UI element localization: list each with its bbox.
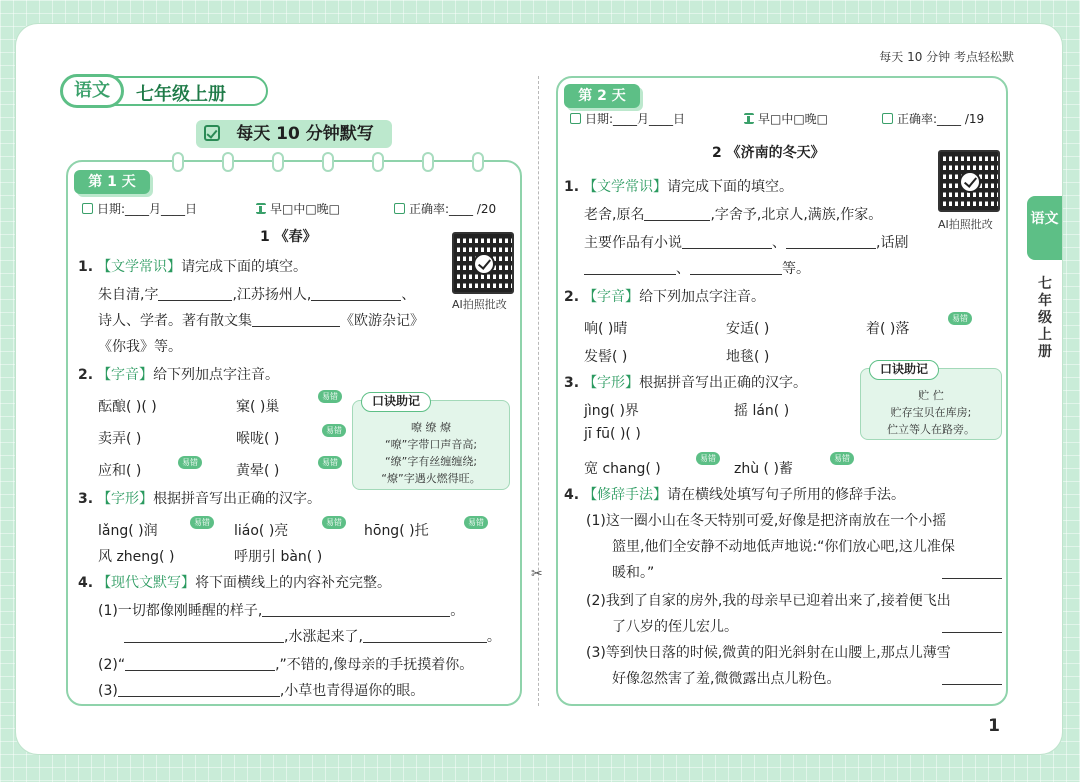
cut-divider — [538, 76, 539, 706]
q4-line-1: (1)一切都像刚睡醒的样子, 。 — [98, 603, 465, 619]
mnemonic-title: 口诀助记 — [361, 392, 431, 412]
q3-item[interactable]: zhù ( )蓄 — [734, 461, 793, 477]
q3-item[interactable]: jìng( )界 — [584, 403, 639, 419]
easy-mistake-badge: 易错 — [322, 516, 346, 529]
question-4: 4. 【修辞手法】请在横线处填写句子所用的修辞手法。 — [564, 487, 906, 503]
answer-blank[interactable] — [158, 287, 232, 301]
hourglass-icon — [744, 113, 754, 124]
ring-icon — [322, 152, 334, 172]
question-1: 1. 【文学常识】请完成下面的填空。 — [564, 179, 794, 195]
answer-blank[interactable] — [252, 313, 340, 327]
mnemonic-box: 口诀助记 嘹 缭 燎 “嘹”字带口声音高; “缭”字有丝缠缠绕; “燎”字遇火燃得旺。 — [352, 400, 510, 490]
answer-blank[interactable] — [124, 629, 284, 643]
subject-name: 语文 — [60, 74, 124, 108]
pen-check-icon — [204, 125, 220, 141]
checkmark-icon — [959, 171, 981, 193]
lesson-title: 2 《济南的冬天》 — [712, 145, 825, 161]
date-field[interactable]: 日期:____月____日 — [82, 200, 197, 217]
answer-blank[interactable] — [942, 578, 1002, 579]
page-number: 1 — [988, 716, 1000, 736]
side-grade-label: 七年级上册 — [1038, 276, 1052, 360]
q3-item[interactable]: jī fū( )( ) — [584, 426, 641, 442]
q1-line-3: 《你我》等。 — [98, 339, 182, 355]
question-2: 2. 【字音】给下列加点字注音。 — [78, 367, 280, 383]
q2-item[interactable]: 地毯( ) — [726, 349, 770, 365]
q2-item[interactable]: 发髻( ) — [584, 349, 628, 365]
q1-line-2: 诗人、学者。著有散文集 《欧游杂记》 — [98, 313, 424, 329]
check-sheet-icon — [394, 203, 405, 214]
easy-mistake-badge: 易错 — [318, 390, 342, 403]
q4-para-2: 了八岁的侄儿宏儿。 — [612, 619, 738, 635]
grade-title: 七年级上册 — [136, 84, 226, 105]
answer-blank[interactable] — [311, 287, 401, 301]
question-2: 2. 【字音】给下列加点字注音。 — [564, 289, 766, 305]
running-head: 每天 10 分钟 考点轻松默 — [879, 50, 1014, 64]
ring-icon — [272, 152, 284, 172]
side-subject-tab: 语文 — [1027, 196, 1062, 260]
answer-blank[interactable] — [942, 684, 1002, 685]
easy-mistake-badge: 易错 — [830, 452, 854, 465]
question-3: 3. 【字形】根据拼音写出正确的汉字。 — [564, 375, 808, 391]
q2-item[interactable]: 卖弄( ) — [98, 431, 142, 447]
q1-line-1: 朱自清,字 ,江苏扬州人, 、 — [98, 287, 416, 303]
answer-blank[interactable] — [644, 207, 710, 221]
easy-mistake-badge: 易错 — [696, 452, 720, 465]
q4-line-4: (3) ,小草也青得逼你的眼。 — [98, 683, 425, 699]
date-field[interactable]: 日期:____月____日 — [570, 110, 685, 127]
check-sheet-icon — [882, 113, 893, 124]
easy-mistake-badge: 易错 — [178, 456, 202, 469]
day-badge: 第 1 天 — [74, 170, 150, 194]
q2-item[interactable]: 窠( )巢 — [236, 399, 280, 415]
answer-blank[interactable] — [584, 261, 676, 275]
day2-panel — [556, 76, 1008, 706]
q2-item[interactable]: 安适( ) — [726, 321, 770, 337]
time-field[interactable]: 早□中□晚□ — [256, 200, 340, 217]
qr-code-icon[interactable] — [452, 232, 514, 294]
calendar-icon — [82, 203, 93, 214]
q3-item[interactable]: 风 zheng( ) — [98, 549, 175, 565]
q2-item[interactable]: 黄晕( ) — [236, 463, 280, 479]
time-field[interactable]: 早□中□晚□ — [744, 110, 828, 127]
answer-blank[interactable] — [363, 629, 487, 643]
q4-para-1: 篮里,他们全安静不动地低声地说:“你们放心吧,这儿准保 — [612, 539, 955, 555]
q4-line-3: (2)“ ,”不错的,像母亲的手抚摸着你。 — [98, 657, 474, 673]
q1-line-1: 老舍,原名 ,字舍予,北京人,满族,作家。 — [584, 207, 883, 223]
answer-blank[interactable] — [786, 235, 876, 249]
qr-code-icon[interactable] — [938, 150, 1000, 212]
q1-line-2: 主要作品有小说 、 ,话剧 — [584, 235, 909, 251]
main-title-text: 每天 10 分钟默写 — [236, 124, 374, 144]
q2-item[interactable]: 酝酿( )( ) — [98, 399, 157, 415]
answer-blank[interactable] — [262, 603, 450, 617]
q3-item[interactable]: liáo( )亮 — [234, 523, 289, 539]
easy-mistake-badge: 易错 — [190, 516, 214, 529]
q4-line-2: ,水涨起来了, 。 — [124, 626, 501, 646]
main-title — [196, 120, 392, 148]
q3-item[interactable]: hōng( )托 — [364, 523, 429, 539]
ring-icon — [422, 152, 434, 172]
qr-label: AI拍照批改 — [452, 298, 507, 311]
easy-mistake-badge: 易错 — [464, 516, 488, 529]
q2-item[interactable]: 喉咙( ) — [236, 431, 280, 447]
question-3: 3. 【字形】根据拼音写出正确的汉字。 — [78, 491, 322, 507]
qr-label: AI拍照批改 — [938, 218, 993, 231]
lesson-title: 1 《春》 — [260, 229, 317, 245]
question-4: 4. 【现代文默写】将下面横线上的内容补充完整。 — [78, 575, 392, 591]
subject-badge — [62, 76, 268, 106]
checkmark-icon — [473, 253, 495, 275]
mnemonic-title: 口诀助记 — [869, 360, 939, 380]
q4-para-1: (1)这一圈小山在冬天特别可爱,好像是把济南放在一个小摇 — [586, 513, 947, 529]
easy-mistake-badge: 易错 — [948, 312, 972, 325]
scissors-icon: ✂ — [531, 566, 543, 582]
q2-item[interactable]: 着( )落 — [866, 321, 910, 337]
ring-icon — [222, 152, 234, 172]
answer-blank[interactable] — [118, 683, 280, 697]
answer-blank[interactable] — [942, 632, 1002, 633]
q1-line-3: 、 等。 — [584, 258, 810, 278]
q2-item[interactable]: 应和( ) — [98, 463, 142, 479]
q3-item[interactable]: 宽 chang( ) — [584, 461, 661, 477]
accuracy-field[interactable]: 正确率:____ /19 — [882, 110, 984, 127]
q3-item[interactable]: 摇 lán( ) — [734, 403, 790, 419]
day-badge: 第 2 天 — [564, 84, 640, 108]
easy-mistake-badge: 易错 — [318, 456, 342, 469]
q4-para-1: 暖和。” — [612, 565, 655, 581]
hourglass-icon — [256, 203, 266, 214]
q4-para-2: (2)我到了自家的房外,我的母亲早已迎着出来了,接着便飞出 — [586, 593, 951, 609]
q2-item[interactable]: 响( )晴 — [584, 321, 628, 337]
q4-para-3: (3)等到快日落的时候,微黄的阳光斜射在山腰上,那点儿薄雪 — [586, 645, 951, 661]
question-1: 1. 【文学常识】请完成下面的填空。 — [78, 259, 308, 275]
answer-blank[interactable] — [125, 657, 275, 671]
q3-item[interactable]: 呼朋引 bàn( ) — [234, 549, 323, 565]
answer-blank[interactable] — [682, 235, 772, 249]
answer-blank[interactable] — [690, 261, 782, 275]
q3-item[interactable]: lǎng( )润 — [98, 523, 158, 539]
ring-icon — [172, 152, 184, 172]
easy-mistake-badge: 易错 — [322, 424, 346, 437]
ring-icon — [472, 152, 484, 172]
calendar-icon — [570, 113, 581, 124]
mnemonic-box: 口诀助记 贮 伫 贮存宝贝在库房; 伫立等人在路旁。 — [860, 368, 1002, 440]
ring-icon — [372, 152, 384, 172]
accuracy-field[interactable]: 正确率:____ /20 — [394, 200, 496, 217]
day1-panel — [66, 160, 522, 706]
q4-para-3: 好像忽然害了羞,微微露出点儿粉色。 — [612, 671, 841, 687]
